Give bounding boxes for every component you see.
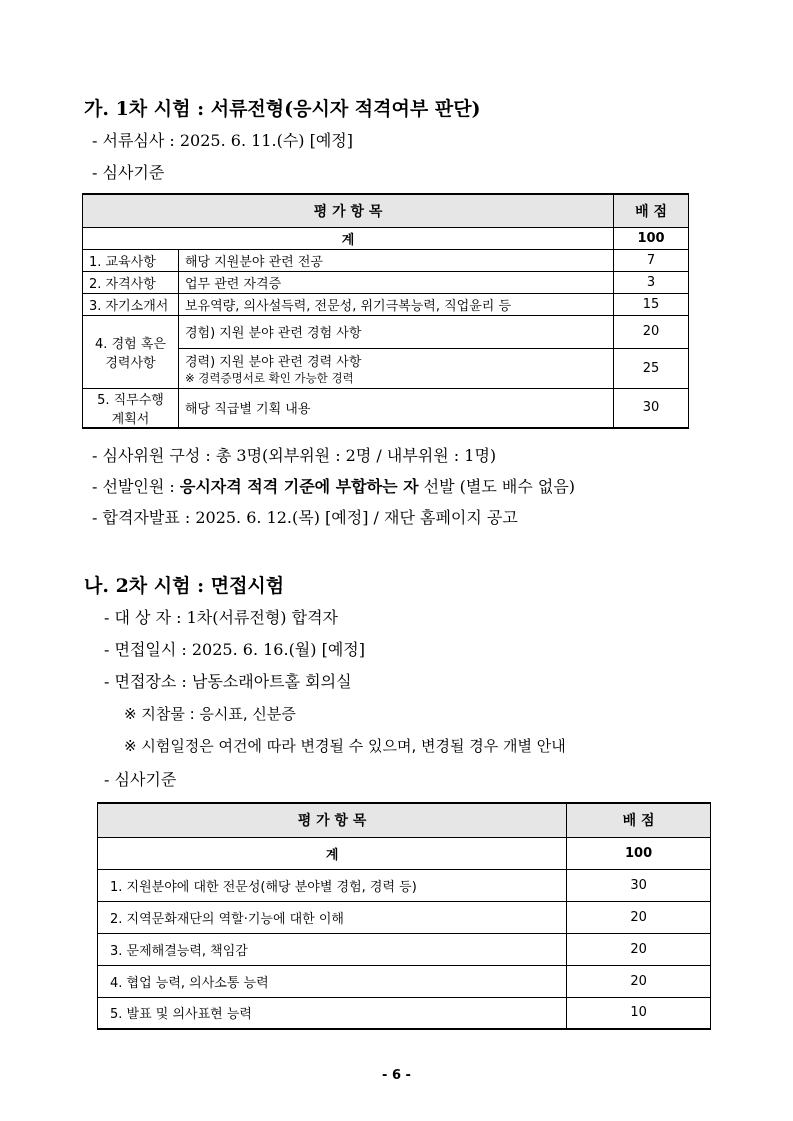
row-score: 3 xyxy=(614,271,689,293)
row-category: 5. 직무수행 계획서 xyxy=(83,388,179,428)
row-score: 10 xyxy=(567,997,711,1029)
header-item: 평 가 항 목 xyxy=(98,803,567,837)
table-row xyxy=(98,933,711,965)
row-score: 20 xyxy=(567,901,711,933)
row-item: 2. 지역문화재단의 역할·기능에 대한 이해 xyxy=(98,901,567,933)
table-row xyxy=(83,315,689,348)
header-score: 배 점 xyxy=(614,194,689,227)
interview-target: - 대 상 자 : 1차(서류전형) 합격자 xyxy=(104,608,338,627)
section2-title: 나. 2차 시험 : 면접시험 xyxy=(84,575,285,597)
row-item: 경험) 지원 분야 관련 경험 사항 xyxy=(178,315,613,348)
items-to-bring-note: ※ 지참물 : 응시표, 신분증 xyxy=(124,705,296,723)
row-item: 해당 지원분야 관련 전공 xyxy=(178,249,613,271)
row-category: 3. 자기소개서 xyxy=(83,293,179,315)
interview-place: - 면접장소 : 남동소래아트홀 회의실 xyxy=(104,672,352,691)
row-score: 20 xyxy=(567,965,711,997)
committee-line: - 심사위원 구성 : 총 3명(외부위원 : 2명 / 내부위원 : 1명) xyxy=(92,446,497,465)
row-item: 5. 발표 및 의사표현 능력 xyxy=(98,997,567,1029)
row-category: 2. 자격사항 xyxy=(83,271,179,293)
table-row xyxy=(98,997,711,1029)
table-row xyxy=(83,388,689,428)
header-score: 배 점 xyxy=(567,803,711,837)
screening-date: - 서류심사 : 2025. 6. 11.(수) [예정] xyxy=(92,131,353,150)
total-score: 100 xyxy=(614,227,689,249)
header-item: 평 가 항 목 xyxy=(83,194,614,227)
criteria-label: - 심사기준 xyxy=(92,163,165,182)
row-score: 25 xyxy=(614,348,689,388)
row-score: 20 xyxy=(567,933,711,965)
row-item: 경력) 지원 분야 관련 경력 사항 xyxy=(184,354,362,370)
interview-criteria-table xyxy=(97,802,711,1030)
row-item: 해당 직급별 기획 내용 xyxy=(178,388,613,428)
row-item: 업무 관련 자격증 xyxy=(178,271,613,293)
row-score: 30 xyxy=(567,869,711,901)
selection-suffix: 선발 (별도 배수 없음) xyxy=(418,477,576,496)
table-row xyxy=(83,293,689,315)
schedule-change-note: ※ 시험일정은 여건에 따라 변경될 수 있으며, 변경될 경우 개별 안내 xyxy=(124,737,566,755)
total-label: 계 xyxy=(83,227,614,249)
row-category: 1. 교육사항 xyxy=(83,249,179,271)
table-row xyxy=(98,869,711,901)
table-row xyxy=(83,249,689,271)
row-score: 7 xyxy=(614,249,689,271)
total-label: 계 xyxy=(98,837,567,869)
row-item: 4. 협업 능력, 의사소통 능력 xyxy=(98,965,567,997)
row-score: 30 xyxy=(614,388,689,428)
total-score: 100 xyxy=(567,837,711,869)
row-item-with-note xyxy=(178,348,613,388)
table-row xyxy=(98,965,711,997)
row-score: 15 xyxy=(614,293,689,315)
selection-criteria-bold: 응시자격 적격 기준에 부합하는 자 xyxy=(179,477,419,496)
row-score: 20 xyxy=(614,315,689,348)
row-item: 보유역량, 의사설득력, 전문성, 위기극복능력, 직업윤리 등 xyxy=(178,293,613,315)
criteria-label-2: - 심사기준 xyxy=(104,770,177,789)
row-item: 3. 문제해결능력, 책임감 xyxy=(98,933,567,965)
table-row xyxy=(83,271,689,293)
announcement-line: - 합격자발표 : 2025. 6. 12.(목) [예정] / 재단 홈페이지 공고 xyxy=(92,508,518,527)
selection-line xyxy=(92,474,575,497)
page-number: - 6 - xyxy=(382,1068,411,1083)
selection-prefix: - 선발인원 : xyxy=(92,477,180,496)
row-note: ※ 경력증명서로 확인 가능한 경력 xyxy=(184,370,354,385)
table-row xyxy=(98,901,711,933)
row-category: 4. 경험 혹은 경력사항 xyxy=(83,315,179,388)
screening-criteria-table xyxy=(82,193,689,429)
interview-date: - 면접일시 : 2025. 6. 16.(월) [예정] xyxy=(104,640,365,659)
row-item: 1. 지원분야에 대한 전문성(해당 분야별 경험, 경력 등) xyxy=(98,869,567,901)
section1-title: 가. 1차 시험 : 서류전형(응시자 적격여부 판단) xyxy=(84,98,481,120)
